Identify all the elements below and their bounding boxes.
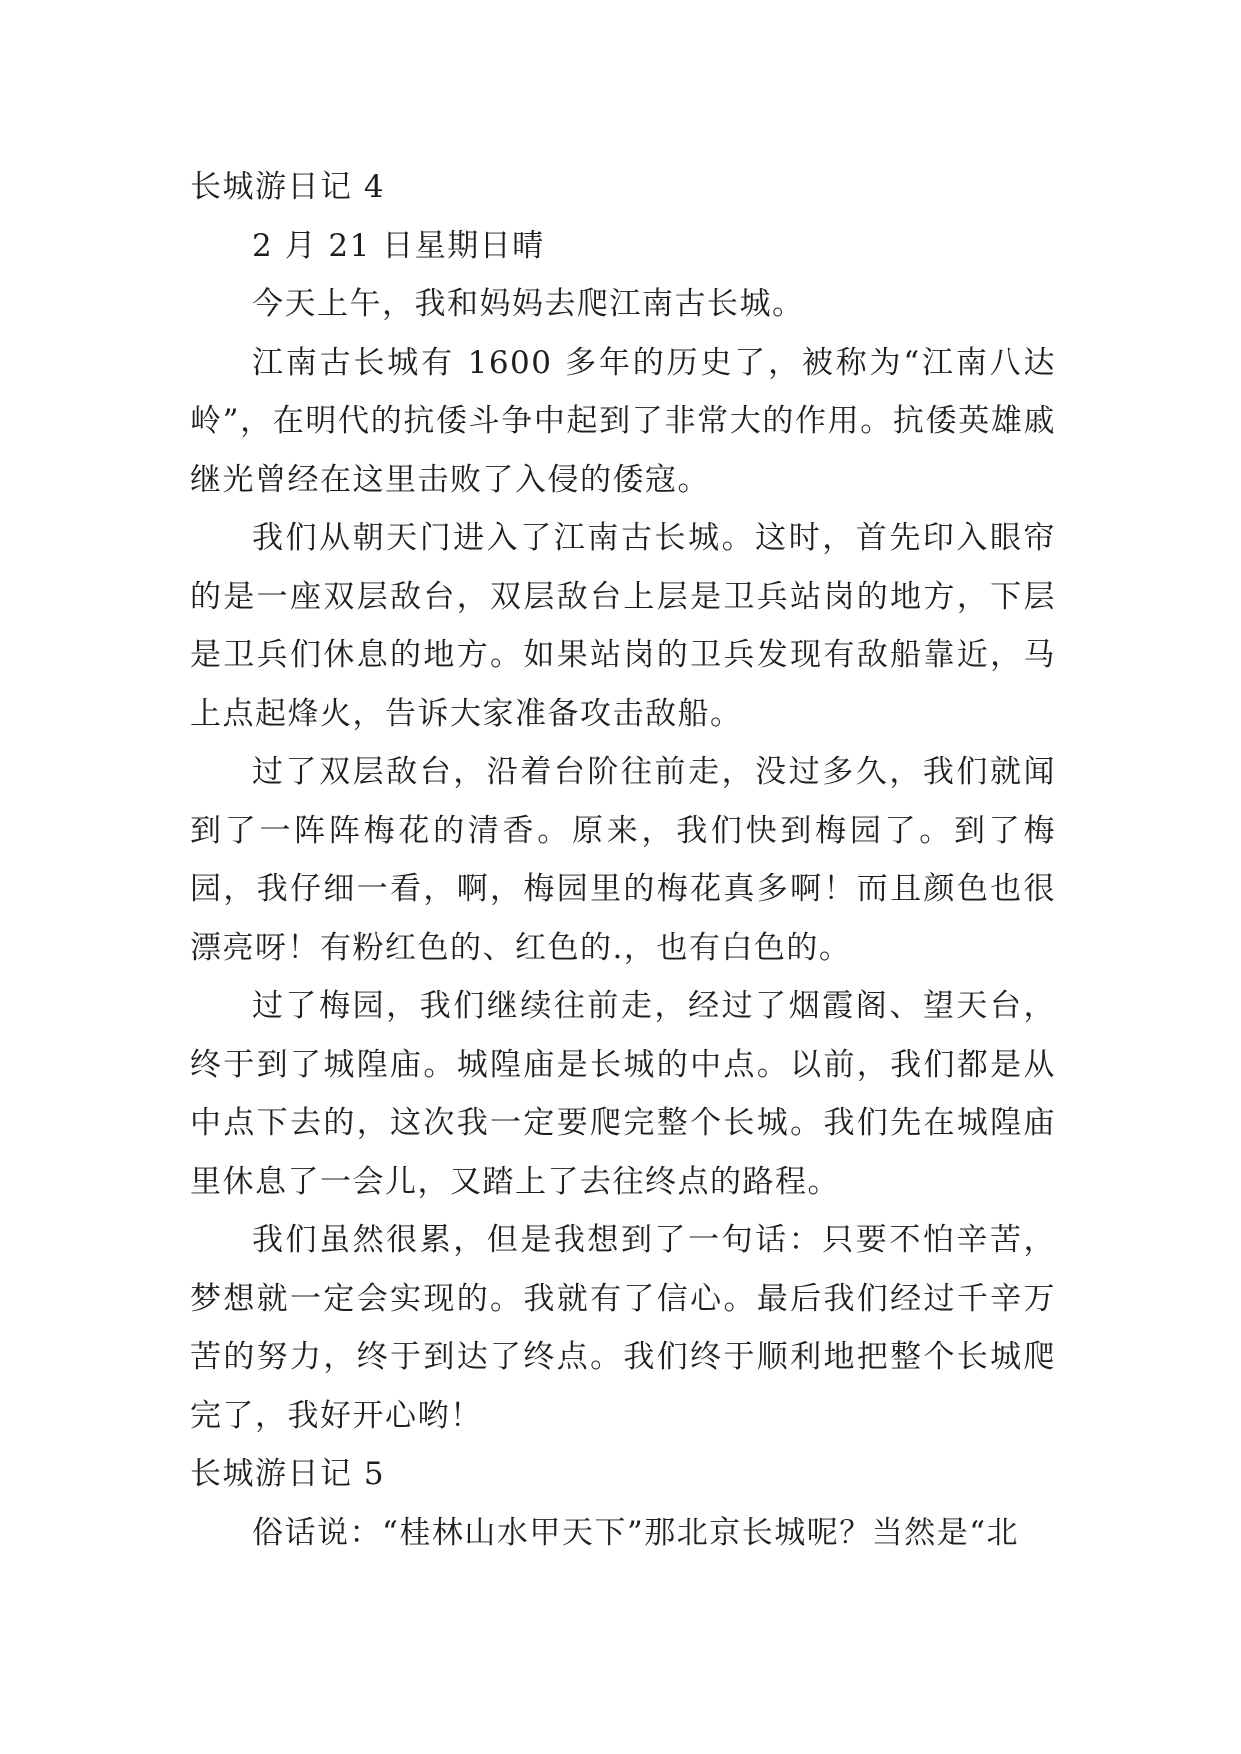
paragraph: 过了双层敌台，沿着台阶往前走，没过多久，我们就闻到了一阵阵梅花的清香。原来，我们快到梅园了。到了梅园，我仔细一看，啊，梅园里的梅花真多啊！而且颜色也很漂亮呀！有粉红色的、红色的.，也有白色的。: [190, 754, 1056, 966]
paragraph: 俗话说：“桂林山水甲天下”那北京长城呢？当然是“北: [252, 1514, 1020, 1551]
paragraph: 我们虽然很累，但是我想到了一句话：只要不怕辛苦，梦想就一定会实现的。我就有了信心。最后我们经过千辛万苦的努力，终于到达了终点。我们终于顺利地把整个长城爬完了，我好开心哟！: [190, 1222, 1056, 1434]
paragraph: 我们从朝天门进入了江南古长城。这时，首先印入眼帘的是一座双层敌台，双层敌台上层是卫兵站岗的地方，下层是卫兵们休息的地方。如果站岗的卫兵发现有敌船靠近，马上点起烽火，告诉大家准备攻击敌船。: [190, 520, 1056, 732]
paragraph: 江南古长城有 1600 多年的历史了，被称为“江南八达岭”，在明代的抗倭斗争中起到了非常大的作用。抗倭英雄戚继光曾经在这里击败了入侵的倭寇。: [190, 344, 1056, 498]
section-title: 长城游日记 4: [190, 169, 386, 205]
paragraph: 过了梅园，我们继续往前走，经过了烟霞阁、望天台，终于到了城隍庙。城隍庙是长城的中点。以前，我们都是从中点下去的，这次我一定要爬完整个长城。我们先在城隍庙里休息了一会儿，又踏上了去往终点的路程。: [190, 988, 1056, 1200]
diary-date: 2 月 21 日星期日晴: [252, 227, 545, 264]
paragraph: 今天上午，我和妈妈去爬江南古长城。: [252, 286, 805, 322]
section-title: 长城游日记 5: [190, 1456, 386, 1492]
document-body: [190, 158, 1056, 1562]
